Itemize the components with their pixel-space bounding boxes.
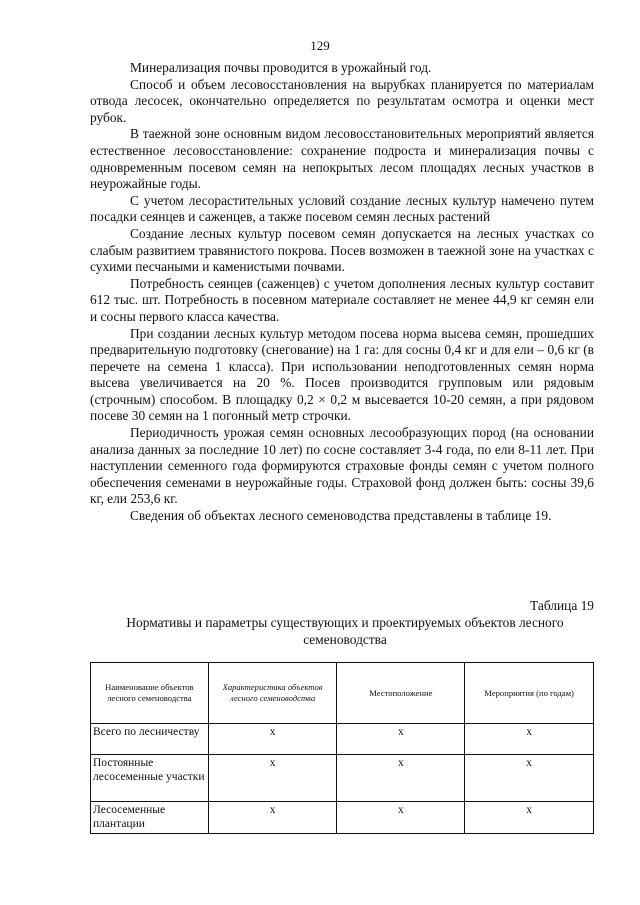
row-location: х	[337, 724, 465, 755]
header-characteristic: Характеристика объектов лесного семеноводства	[208, 663, 337, 724]
table-row	[91, 724, 594, 755]
paragraph: Сведения об объектах лесного семеноводства представлены в таблице 19.	[130, 508, 552, 524]
table-title: Нормативы и параметры существующих и проектируемых объектов лесного семеноводства	[126, 615, 564, 647]
paragraph: При создании лесных культур методом посева норма высева семян, прошедших предварительную подготовку (снегование) на 1 га: для сосны 0,4 кг и для ели – 0,6 кг (в перечете на семена 1 класса). При использовании неподготовленных семян норма высева увеличивается на 20 %. Посев производится групповым или рядовым (строчным) способом. В площадку 0,2 × 0,2 м высевается 10-20 семян, а при рядовом посеве 30 семян на 1 погонный метр строчки.	[90, 325, 594, 424]
row-name: Всего по лесничеству	[91, 724, 209, 755]
header-measures: Мероприятия (по годам)	[465, 663, 594, 724]
row-name: Постоянные лесосеменные участки	[91, 755, 209, 802]
paragraph: Способ и объем лесовосстановления на вырубках планируется по материалам отвода лесосек, окончательно определяется по результатам осмотра и оценки мест рубок.	[90, 76, 594, 125]
row-location: х	[337, 755, 465, 802]
header-name: Наименование объектов лесного семеноводства	[91, 663, 209, 724]
row-measures: х	[465, 724, 594, 755]
paragraph: В таежной зоне основным видом лесовосстановительных мероприятий является естественное лесовосстановление: сохранение подроста и минерализация почвы с одновременным посевом семян на непокрытых лесом площадях лесных участков в неурожайные годы.	[90, 126, 594, 192]
table-row	[91, 802, 594, 834]
header-location: Местоположение	[337, 663, 465, 724]
row-name: Лесосеменные плантации	[91, 802, 209, 834]
row-characteristic: х	[208, 724, 337, 755]
paragraph: Минерализация почвы проводится в урожайный год.	[130, 60, 432, 75]
row-characteristic: х	[208, 755, 337, 802]
paragraph: Потребность сеянцев (саженцев) с учетом дополнения лесных культур составит 612 тыс. шт. Потребность в посевном материале составляет не менее 44,9 кг семян ели и сосны первого класса качества.	[90, 275, 594, 324]
row-measures: х	[465, 802, 594, 834]
paragraph: Создание лесных культур посевом семян допускается на лесных участках со слабым развитием травянистого покрова. Посев возможен в таежной зоне на участках с сухими песчаными и каменистыми почвами.	[90, 225, 594, 275]
row-measures: х	[465, 755, 594, 802]
table-label: Таблица 19	[530, 598, 594, 613]
table-header-row	[91, 663, 594, 724]
paragraph: Периодичность урожая семян основных лесообразующих пород (на основании анализа данных за последние 10 лет) по сосне составляет 3-4 года, по ели 8-11 лет. При наступлении семенного года формируются страховые фонды семян с учетом полного обеспечения семенами в неурожайные годы. Страховой фонд должен быть: сосны 39,6 кг, ели 253,6 кг.	[90, 425, 594, 507]
paragraph: С учетом лесорастительных условий создание лесных культур намечено путем посадки сеянцев и саженцев, а также посевом семян лесных растений	[90, 192, 594, 225]
body-text	[90, 60, 594, 525]
row-characteristic: х	[208, 802, 337, 834]
table-row	[91, 755, 594, 802]
row-location: х	[337, 802, 465, 834]
page-number: 129	[310, 38, 330, 53]
seed-objects-table	[90, 662, 594, 834]
